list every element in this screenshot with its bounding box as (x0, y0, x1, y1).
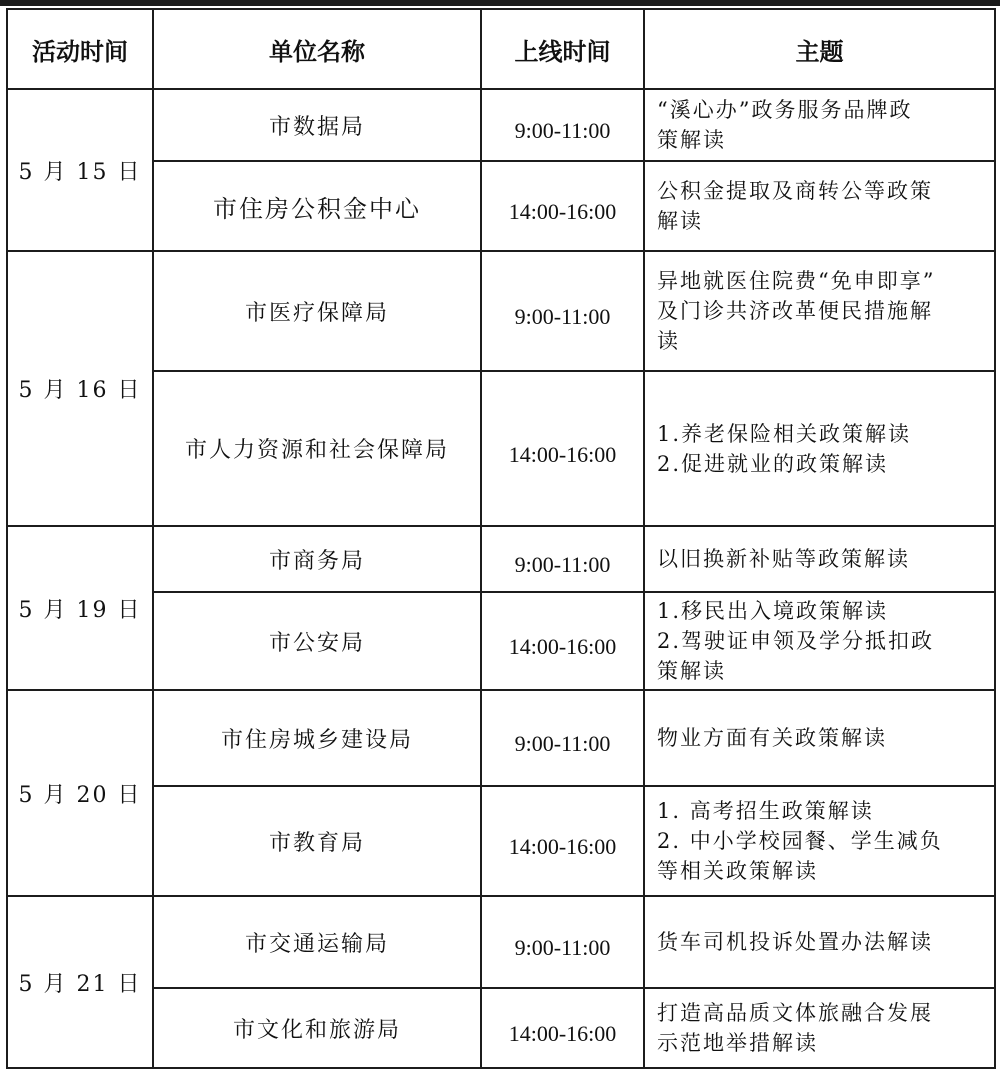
date-cell: 5 月 21 日 (7, 896, 153, 1068)
unit-cell: 市商务局 (153, 526, 481, 592)
table-row (7, 690, 995, 786)
time-cell: 9:00-11:00 (481, 896, 644, 988)
table-row (7, 161, 995, 251)
unit-cell: 市住房城乡建设局 (153, 690, 481, 786)
topic-cell: 以旧换新补贴等政策解读 (644, 526, 995, 592)
time-cell: 14:00-16:00 (481, 371, 644, 526)
table-row (7, 786, 995, 896)
date-cell: 5 月 19 日 (7, 526, 153, 690)
date-cell: 5 月 20 日 (7, 690, 153, 896)
time-cell: 14:00-16:00 (481, 161, 644, 251)
top-border-bar (0, 0, 1000, 6)
unit-cell: 市住房公积金中心 (153, 161, 481, 251)
topic-cell: 货车司机投诉处置办法解读 (644, 896, 995, 988)
schedule-table-container (6, 8, 996, 1069)
table-row (7, 251, 995, 371)
schedule-table (6, 8, 996, 1069)
topic-cell: 1.养老保险相关政策解读 2.促进就业的政策解读 (644, 371, 995, 526)
topic-cell: 打造高品质文体旅融合发展 示范地举措解读 (644, 988, 995, 1068)
topic-cell: 1.移民出入境政策解读 2.驾驶证申领及学分抵扣政 策解读 (644, 592, 995, 690)
unit-cell: 市医疗保障局 (153, 251, 481, 371)
topic-cell: “溪心办”政务服务品牌政 策解读 (644, 89, 995, 161)
date-cell: 5 月 16 日 (7, 251, 153, 526)
time-cell: 9:00-11:00 (481, 89, 644, 161)
header-row (7, 9, 995, 89)
header-date: 活动时间 (7, 9, 153, 89)
unit-cell: 市教育局 (153, 786, 481, 896)
time-cell: 9:00-11:00 (481, 690, 644, 786)
time-cell: 14:00-16:00 (481, 592, 644, 690)
time-cell: 9:00-11:00 (481, 251, 644, 371)
topic-cell: 公积金提取及商转公等政策 解读 (644, 161, 995, 251)
topic-cell: 1. 高考招生政策解读 2. 中小学校园餐、学生减负 等相关政策解读 (644, 786, 995, 896)
table-row (7, 371, 995, 526)
topic-cell: 物业方面有关政策解读 (644, 690, 995, 786)
header-topic: 主题 (644, 9, 995, 89)
table-row (7, 896, 995, 988)
table-row (7, 988, 995, 1068)
topic-cell: 异地就医住院费“免申即享” 及门诊共济改革便民措施解 读 (644, 251, 995, 371)
table-row (7, 526, 995, 592)
header-unit: 单位名称 (153, 9, 481, 89)
date-cell: 5 月 15 日 (7, 89, 153, 251)
unit-cell: 市人力资源和社会保障局 (153, 371, 481, 526)
unit-cell: 市文化和旅游局 (153, 988, 481, 1068)
time-cell: 14:00-16:00 (481, 988, 644, 1068)
table-row (7, 592, 995, 690)
time-cell: 9:00-11:00 (481, 526, 644, 592)
header-time: 上线时间 (481, 9, 644, 89)
unit-cell: 市公安局 (153, 592, 481, 690)
time-cell: 14:00-16:00 (481, 786, 644, 896)
table-row (7, 89, 995, 161)
unit-cell: 市数据局 (153, 89, 481, 161)
unit-cell: 市交通运输局 (153, 896, 481, 988)
